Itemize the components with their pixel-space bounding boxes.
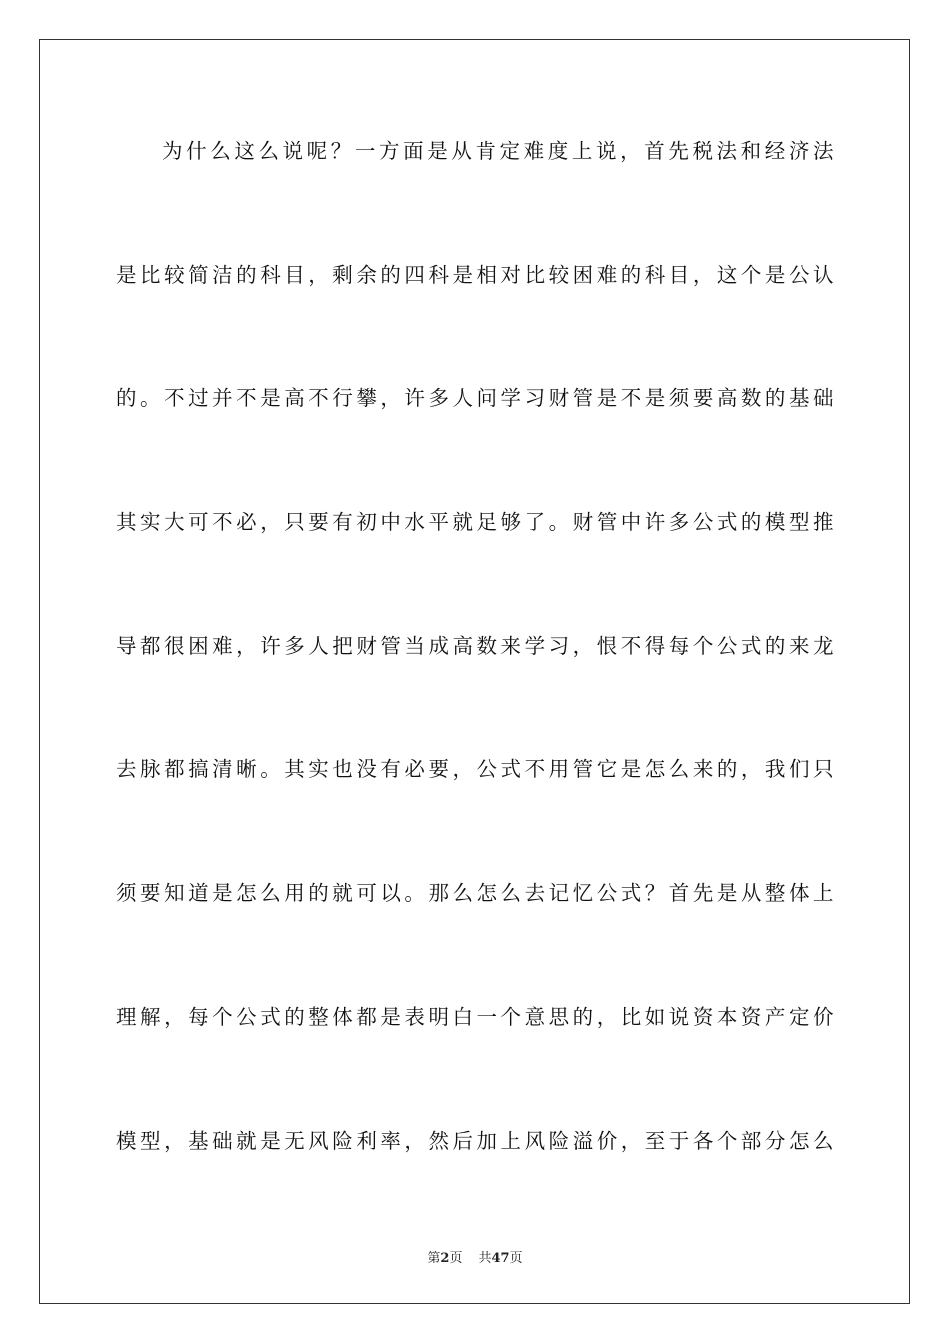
text-line: 去脉都搞清晰。其实也没有必要，公式不用管它是怎么来的，我们只	[116, 757, 834, 782]
page-footer	[0, 1247, 950, 1266]
text-line: 模型，基础就是无风险利率，然后加上风险溢价，至于各个部分怎么	[116, 1128, 834, 1153]
total-prefix: 共	[478, 1251, 492, 1266]
text-line: 的。不过并不是高不行攀，许多人问学习财管是不是须要高数的基础	[116, 386, 834, 411]
text-line: 为什么这么说呢？一方面是从肯定难度上说，首先税法和经济法	[162, 139, 834, 163]
text-line: 须要知道是怎么用的就可以。那么怎么去记忆公式？首先是从整体上	[116, 881, 834, 906]
text-line: 理解，每个公式的整体都是表明白一个意思的，比如说资本资产定价	[116, 1004, 834, 1029]
text-line: 是比较简洁的科目，剩余的四科是相对比较困难的科目，这个是公认	[116, 262, 834, 287]
text-line: 其实大可不必，只要有初中水平就足够了。财管中许多公式的模型推	[116, 510, 834, 535]
total-pages: 47	[491, 1251, 510, 1266]
text-line: 导都很困难，许多人把财管当成高数来学习，恨不得每个公式的来龙	[116, 633, 834, 658]
body-paragraph	[116, 124, 834, 1237]
page-suffix: 页	[449, 1251, 463, 1266]
page-number: 2	[440, 1251, 450, 1266]
page-prefix: 第	[427, 1251, 441, 1266]
total-suffix: 页	[509, 1251, 523, 1266]
